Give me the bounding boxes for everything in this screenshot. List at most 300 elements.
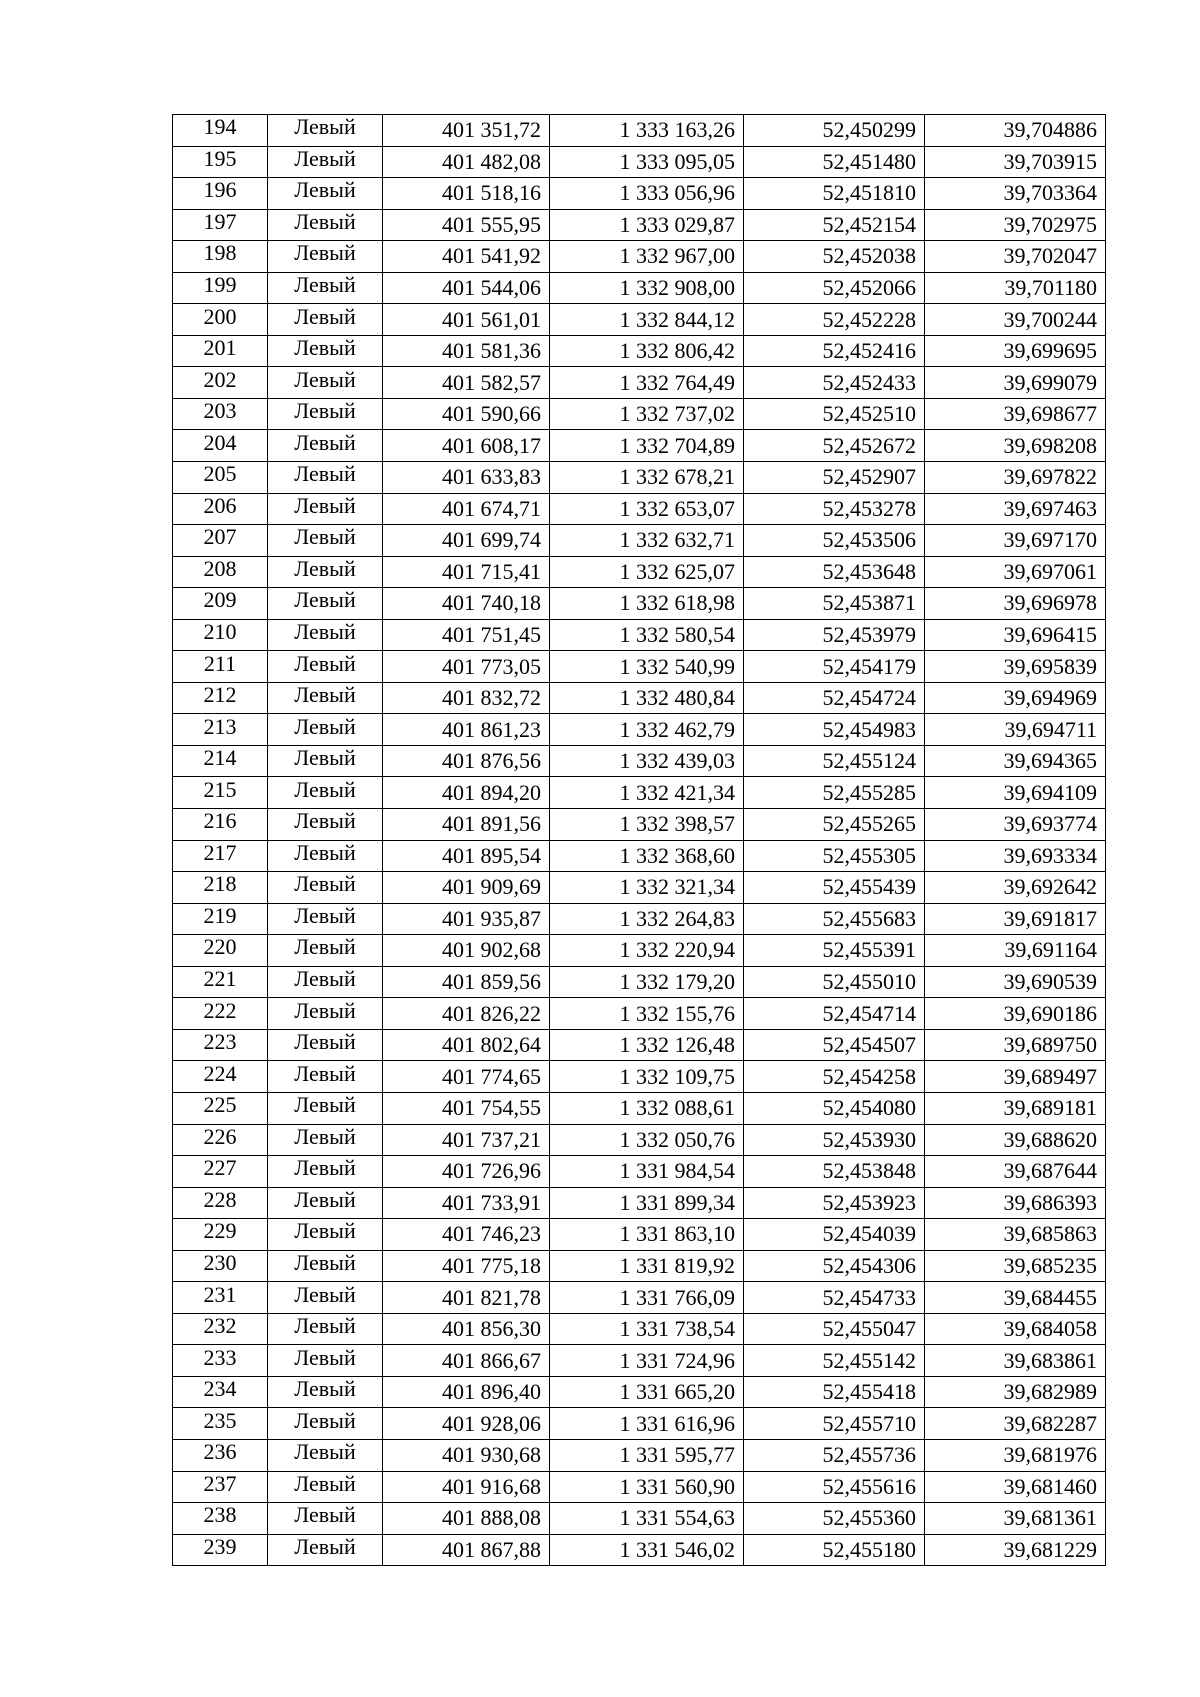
latitude-cell xyxy=(744,493,925,525)
x-coordinate-text: 401 866,67 xyxy=(442,1347,541,1373)
x-coordinate-cell xyxy=(383,525,550,557)
x-coordinate-cell xyxy=(383,367,550,399)
y-coordinate-text: 1 332 540,99 xyxy=(619,653,735,679)
side-cell xyxy=(268,1282,383,1314)
latitude-text: 52,454714 xyxy=(822,1000,916,1026)
x-coordinate-text: 401 733,91 xyxy=(442,1189,541,1215)
point-number-cell xyxy=(173,777,268,809)
longitude-text: 39,684058 xyxy=(1003,1316,1097,1342)
x-coordinate-text: 401 726,96 xyxy=(442,1158,541,1184)
x-coordinate-text: 401 856,30 xyxy=(442,1316,541,1342)
side-cell xyxy=(268,1376,383,1408)
x-coordinate-cell xyxy=(383,682,550,714)
y-coordinate-cell xyxy=(550,1219,744,1251)
x-coordinate-cell xyxy=(383,588,550,620)
y-coordinate-text: 1 332 737,02 xyxy=(619,401,735,427)
table-row xyxy=(173,809,1106,841)
point-number-cell xyxy=(173,745,268,777)
y-coordinate-text: 1 332 625,07 xyxy=(619,558,735,584)
point-number-text: 203 xyxy=(203,398,237,424)
y-coordinate-text: 1 332 844,12 xyxy=(619,306,735,332)
side-cell xyxy=(268,398,383,430)
longitude-text: 39,704886 xyxy=(1003,117,1097,143)
longitude-cell xyxy=(925,1092,1106,1124)
side-text: Левый xyxy=(294,1502,356,1528)
longitude-cell xyxy=(925,1471,1106,1503)
longitude-text: 39,688620 xyxy=(1003,1126,1097,1152)
longitude-cell xyxy=(925,367,1106,399)
side-cell xyxy=(268,1471,383,1503)
point-number-text: 223 xyxy=(203,1029,237,1055)
point-number-text: 220 xyxy=(203,934,237,960)
x-coordinate-text: 401 832,72 xyxy=(442,685,541,711)
latitude-text: 52,453871 xyxy=(822,590,916,616)
y-coordinate-text: 1 332 908,00 xyxy=(619,275,735,300)
latitude-text: 52,455047 xyxy=(822,1316,916,1342)
x-coordinate-text: 401 867,88 xyxy=(442,1536,541,1562)
point-number-text: 236 xyxy=(203,1439,237,1465)
latitude-cell xyxy=(744,1219,925,1251)
y-coordinate-text: 1 332 704,89 xyxy=(619,432,735,458)
point-number-text: 196 xyxy=(203,177,237,203)
x-coordinate-cell xyxy=(383,304,550,336)
point-number-cell xyxy=(173,367,268,399)
longitude-text: 39,700244 xyxy=(1003,306,1097,332)
y-coordinate-cell xyxy=(550,1439,744,1471)
table-row xyxy=(173,525,1106,557)
latitude-cell xyxy=(744,178,925,210)
y-coordinate-cell xyxy=(550,1187,744,1219)
x-coordinate-cell xyxy=(383,241,550,273)
latitude-text: 52,454080 xyxy=(822,1095,916,1121)
side-cell xyxy=(268,1503,383,1535)
longitude-cell xyxy=(925,398,1106,430)
longitude-text: 39,703364 xyxy=(1003,180,1097,206)
table-row xyxy=(173,1124,1106,1156)
longitude-text: 39,694711 xyxy=(1004,716,1097,742)
latitude-text: 52,455418 xyxy=(822,1379,916,1405)
longitude-text: 39,692642 xyxy=(1003,874,1097,900)
y-coordinate-text: 1 332 653,07 xyxy=(619,495,735,521)
x-coordinate-text: 401 861,23 xyxy=(442,716,541,742)
point-number-cell xyxy=(173,1029,268,1061)
longitude-cell xyxy=(925,304,1106,336)
side-cell xyxy=(268,525,383,557)
y-coordinate-text: 1 332 580,54 xyxy=(619,622,735,648)
y-coordinate-text: 1 331 554,63 xyxy=(619,1505,735,1531)
x-coordinate-cell xyxy=(383,809,550,841)
side-text: Левый xyxy=(294,366,356,392)
latitude-text: 52,455439 xyxy=(822,874,916,900)
longitude-text: 39,685863 xyxy=(1003,1221,1097,1247)
latitude-cell xyxy=(744,272,925,304)
side-cell xyxy=(268,178,383,210)
latitude-cell xyxy=(744,241,925,273)
y-coordinate-text: 1 332 764,49 xyxy=(619,369,735,395)
longitude-text: 39,691817 xyxy=(1003,905,1097,931)
longitude-text: 39,681460 xyxy=(1003,1473,1097,1499)
side-text: Левый xyxy=(294,587,356,613)
side-text: Левый xyxy=(294,934,356,960)
point-number-text: 228 xyxy=(203,1187,237,1212)
latitude-cell xyxy=(744,588,925,620)
point-number-text: 221 xyxy=(203,966,237,992)
point-number-text: 217 xyxy=(203,840,237,865)
latitude-cell xyxy=(744,1534,925,1566)
longitude-text: 39,696978 xyxy=(1003,590,1097,616)
y-coordinate-cell xyxy=(550,367,744,399)
longitude-cell xyxy=(925,1282,1106,1314)
table-row xyxy=(173,272,1106,304)
point-number-text: 200 xyxy=(203,303,237,329)
latitude-cell xyxy=(744,745,925,777)
point-number-text: 226 xyxy=(203,1124,237,1149)
latitude-text: 52,455180 xyxy=(822,1536,916,1562)
side-cell xyxy=(268,209,383,241)
longitude-text: 39,681361 xyxy=(1003,1505,1097,1531)
latitude-text: 52,453930 xyxy=(822,1126,916,1152)
side-text: Левый xyxy=(294,524,356,550)
x-coordinate-text: 401 351,72 xyxy=(442,117,541,143)
latitude-text: 52,454724 xyxy=(822,685,916,711)
side-cell xyxy=(268,146,383,178)
side-text: Левый xyxy=(294,1313,356,1339)
point-number-cell xyxy=(173,1282,268,1314)
point-number-text: 235 xyxy=(203,1407,237,1433)
x-coordinate-text: 401 746,23 xyxy=(442,1221,541,1247)
point-number-text: 215 xyxy=(203,776,237,802)
point-number-cell xyxy=(173,1219,268,1251)
x-coordinate-cell xyxy=(383,935,550,967)
x-coordinate-text: 401 821,78 xyxy=(442,1284,541,1310)
side-text: Левый xyxy=(294,808,356,834)
side-cell xyxy=(268,809,383,841)
longitude-cell xyxy=(925,872,1106,904)
point-number-text: 234 xyxy=(203,1376,237,1402)
table-row xyxy=(173,777,1106,809)
longitude-text: 39,702047 xyxy=(1003,243,1097,269)
y-coordinate-cell xyxy=(550,1250,744,1282)
table-row xyxy=(173,430,1106,462)
point-number-cell xyxy=(173,1503,268,1535)
latitude-text: 52,453648 xyxy=(822,558,916,584)
latitude-cell xyxy=(744,1439,925,1471)
x-coordinate-text: 401 541,92 xyxy=(442,243,541,269)
table-row xyxy=(173,1471,1106,1503)
point-number-text: 214 xyxy=(203,745,237,771)
table-row xyxy=(173,1187,1106,1219)
point-number-cell xyxy=(173,1376,268,1408)
side-cell xyxy=(268,872,383,904)
side-text: Левый xyxy=(294,556,356,581)
table-row xyxy=(173,1250,1106,1282)
side-cell xyxy=(268,1250,383,1282)
latitude-text: 52,450299 xyxy=(822,117,916,143)
x-coordinate-text: 401 590,66 xyxy=(442,401,541,427)
x-coordinate-cell xyxy=(383,1029,550,1061)
point-number-text: 225 xyxy=(203,1092,237,1118)
latitude-text: 52,452510 xyxy=(822,401,916,427)
y-coordinate-text: 1 331 616,96 xyxy=(619,1410,735,1436)
latitude-cell xyxy=(744,556,925,588)
side-text: Левый xyxy=(294,1471,356,1496)
longitude-cell xyxy=(925,525,1106,557)
y-coordinate-text: 1 331 766,09 xyxy=(619,1284,735,1310)
longitude-text: 39,697061 xyxy=(1003,558,1097,584)
latitude-text: 52,455010 xyxy=(822,969,916,995)
x-coordinate-cell xyxy=(383,840,550,872)
longitude-cell xyxy=(925,619,1106,651)
side-cell xyxy=(268,304,383,336)
y-coordinate-cell xyxy=(550,840,744,872)
y-coordinate-text: 1 332 050,76 xyxy=(619,1126,735,1152)
longitude-cell xyxy=(925,777,1106,809)
latitude-cell xyxy=(744,651,925,683)
side-cell xyxy=(268,682,383,714)
table-row xyxy=(173,398,1106,430)
longitude-cell xyxy=(925,935,1106,967)
y-coordinate-cell xyxy=(550,714,744,746)
x-coordinate-text: 401 930,68 xyxy=(442,1442,541,1468)
latitude-text: 52,453979 xyxy=(822,622,916,648)
side-cell xyxy=(268,493,383,525)
y-coordinate-cell xyxy=(550,1156,744,1188)
y-coordinate-cell xyxy=(550,462,744,494)
longitude-text: 39,695839 xyxy=(1003,653,1097,679)
point-number-cell xyxy=(173,1156,268,1188)
y-coordinate-cell xyxy=(550,998,744,1030)
longitude-cell xyxy=(925,335,1106,367)
x-coordinate-text: 401 754,55 xyxy=(442,1095,541,1121)
x-coordinate-text: 401 555,95 xyxy=(442,211,541,237)
longitude-text: 39,684455 xyxy=(1003,1284,1097,1310)
longitude-cell xyxy=(925,115,1106,147)
side-text: Левый xyxy=(294,146,356,171)
point-number-text: 213 xyxy=(203,713,237,739)
table-row xyxy=(173,903,1106,935)
table-row xyxy=(173,588,1106,620)
longitude-text: 39,693774 xyxy=(1003,811,1097,837)
x-coordinate-cell xyxy=(383,872,550,904)
x-coordinate-cell xyxy=(383,1250,550,1282)
side-text: Левый xyxy=(294,1344,356,1370)
x-coordinate-cell xyxy=(383,178,550,210)
x-coordinate-cell xyxy=(383,556,550,588)
x-coordinate-text: 401 935,87 xyxy=(442,905,541,931)
longitude-cell xyxy=(925,714,1106,746)
point-number-text: 207 xyxy=(203,524,237,550)
x-coordinate-cell xyxy=(383,1219,550,1251)
longitude-cell xyxy=(925,209,1106,241)
side-text: Левый xyxy=(294,335,356,361)
x-coordinate-text: 401 928,06 xyxy=(442,1410,541,1436)
point-number-cell xyxy=(173,115,268,147)
point-number-cell xyxy=(173,556,268,588)
point-number-cell xyxy=(173,903,268,935)
x-coordinate-cell xyxy=(383,209,550,241)
y-coordinate-cell xyxy=(550,872,744,904)
point-number-cell xyxy=(173,1439,268,1471)
point-number-text: 195 xyxy=(203,146,237,171)
x-coordinate-text: 401 891,56 xyxy=(442,811,541,837)
y-coordinate-cell xyxy=(550,272,744,304)
point-number-cell xyxy=(173,619,268,651)
side-cell xyxy=(268,462,383,494)
y-coordinate-cell xyxy=(550,1282,744,1314)
side-text: Левый xyxy=(294,1092,356,1118)
latitude-text: 52,455142 xyxy=(822,1347,916,1373)
point-number-text: 202 xyxy=(203,366,237,392)
point-number-text: 204 xyxy=(203,429,237,455)
x-coordinate-text: 401 582,57 xyxy=(442,369,541,395)
x-coordinate-text: 401 699,74 xyxy=(442,527,541,553)
side-text: Левый xyxy=(294,209,356,234)
longitude-text: 39,690186 xyxy=(1003,1000,1097,1026)
latitude-text: 52,452672 xyxy=(822,432,916,458)
latitude-cell xyxy=(744,462,925,494)
side-cell xyxy=(268,1219,383,1251)
table-row xyxy=(173,1503,1106,1535)
x-coordinate-text: 401 773,05 xyxy=(442,653,541,679)
x-coordinate-text: 401 888,08 xyxy=(442,1505,541,1531)
x-coordinate-text: 401 775,18 xyxy=(442,1252,541,1278)
y-coordinate-cell xyxy=(550,1092,744,1124)
latitude-text: 52,455124 xyxy=(822,748,916,774)
longitude-cell xyxy=(925,462,1106,494)
longitude-text: 39,682989 xyxy=(1003,1379,1097,1405)
table-row xyxy=(173,1439,1106,1471)
x-coordinate-cell xyxy=(383,1408,550,1440)
x-coordinate-cell xyxy=(383,1092,550,1124)
y-coordinate-text: 1 332 678,21 xyxy=(619,464,735,490)
table-row xyxy=(173,335,1106,367)
x-coordinate-text: 401 518,16 xyxy=(442,180,541,206)
latitude-cell xyxy=(744,682,925,714)
longitude-cell xyxy=(925,1503,1106,1535)
y-coordinate-cell xyxy=(550,1503,744,1535)
table-row xyxy=(173,209,1106,241)
longitude-cell xyxy=(925,1124,1106,1156)
side-text: Левый xyxy=(294,903,356,928)
side-text: Левый xyxy=(294,966,356,992)
side-cell xyxy=(268,1187,383,1219)
latitude-cell xyxy=(744,209,925,241)
table-row xyxy=(173,1313,1106,1345)
table-row xyxy=(173,840,1106,872)
y-coordinate-text: 1 332 439,03 xyxy=(619,748,735,774)
x-coordinate-cell xyxy=(383,966,550,998)
table-row xyxy=(173,935,1106,967)
point-number-text: 211 xyxy=(203,650,237,676)
point-number-text: 199 xyxy=(203,272,237,297)
table-row xyxy=(173,1092,1106,1124)
y-coordinate-cell xyxy=(550,619,744,651)
point-number-cell xyxy=(173,304,268,336)
point-number-text: 219 xyxy=(203,903,237,928)
side-text: Левый xyxy=(294,461,356,487)
y-coordinate-cell xyxy=(550,556,744,588)
x-coordinate-cell xyxy=(383,1376,550,1408)
table-row xyxy=(173,966,1106,998)
latitude-text: 52,454258 xyxy=(822,1063,916,1089)
longitude-cell xyxy=(925,1376,1106,1408)
latitude-text: 52,454179 xyxy=(822,653,916,679)
y-coordinate-cell xyxy=(550,1061,744,1093)
side-text: Левый xyxy=(294,1439,356,1465)
longitude-text: 39,697170 xyxy=(1003,527,1097,553)
longitude-text: 39,702975 xyxy=(1003,211,1097,237)
side-cell xyxy=(268,903,383,935)
point-number-cell xyxy=(173,398,268,430)
longitude-cell xyxy=(925,966,1106,998)
longitude-cell xyxy=(925,1219,1106,1251)
table-row xyxy=(173,462,1106,494)
side-cell xyxy=(268,272,383,304)
x-coordinate-cell xyxy=(383,1282,550,1314)
latitude-cell xyxy=(744,1029,925,1061)
x-coordinate-cell xyxy=(383,1124,550,1156)
table-row xyxy=(173,1408,1106,1440)
side-cell xyxy=(268,241,383,273)
longitude-text: 39,699079 xyxy=(1003,369,1097,395)
point-number-text: 216 xyxy=(203,808,237,834)
latitude-cell xyxy=(744,1376,925,1408)
latitude-cell xyxy=(744,304,925,336)
latitude-text: 52,452154 xyxy=(822,211,916,237)
point-number-cell xyxy=(173,1471,268,1503)
latitude-text: 52,453278 xyxy=(822,495,916,521)
side-cell xyxy=(268,714,383,746)
longitude-cell xyxy=(925,1029,1106,1061)
x-coordinate-text: 401 894,20 xyxy=(442,779,541,805)
point-number-text: 209 xyxy=(203,587,237,613)
longitude-cell xyxy=(925,493,1106,525)
x-coordinate-text: 401 895,54 xyxy=(442,842,541,868)
x-coordinate-text: 401 561,01 xyxy=(442,306,541,332)
y-coordinate-text: 1 332 967,00 xyxy=(619,243,735,269)
y-coordinate-text: 1 332 421,34 xyxy=(619,779,735,805)
point-number-text: 208 xyxy=(203,556,237,581)
longitude-text: 39,701180 xyxy=(1004,275,1097,300)
latitude-text: 52,454306 xyxy=(822,1252,916,1278)
longitude-cell xyxy=(925,1439,1106,1471)
point-number-text: 194 xyxy=(203,114,237,140)
table-row xyxy=(173,1156,1106,1188)
x-coordinate-text: 401 633,83 xyxy=(442,464,541,490)
coordinates-table xyxy=(172,114,1106,1566)
table-row xyxy=(173,304,1106,336)
latitude-cell xyxy=(744,619,925,651)
point-number-cell xyxy=(173,493,268,525)
point-number-cell xyxy=(173,241,268,273)
side-text: Левый xyxy=(294,997,356,1023)
point-number-cell xyxy=(173,430,268,462)
y-coordinate-cell xyxy=(550,493,744,525)
side-text: Левый xyxy=(294,1407,356,1433)
latitude-text: 52,455736 xyxy=(822,1442,916,1468)
latitude-cell xyxy=(744,840,925,872)
y-coordinate-cell xyxy=(550,966,744,998)
x-coordinate-cell xyxy=(383,493,550,525)
latitude-text: 52,452228 xyxy=(822,306,916,332)
longitude-cell xyxy=(925,1408,1106,1440)
latitude-cell xyxy=(744,430,925,462)
longitude-text: 39,681229 xyxy=(1003,1536,1097,1562)
point-number-cell xyxy=(173,1313,268,1345)
side-text: Левый xyxy=(294,650,356,676)
side-cell xyxy=(268,1345,383,1377)
side-text: Левый xyxy=(294,776,356,802)
